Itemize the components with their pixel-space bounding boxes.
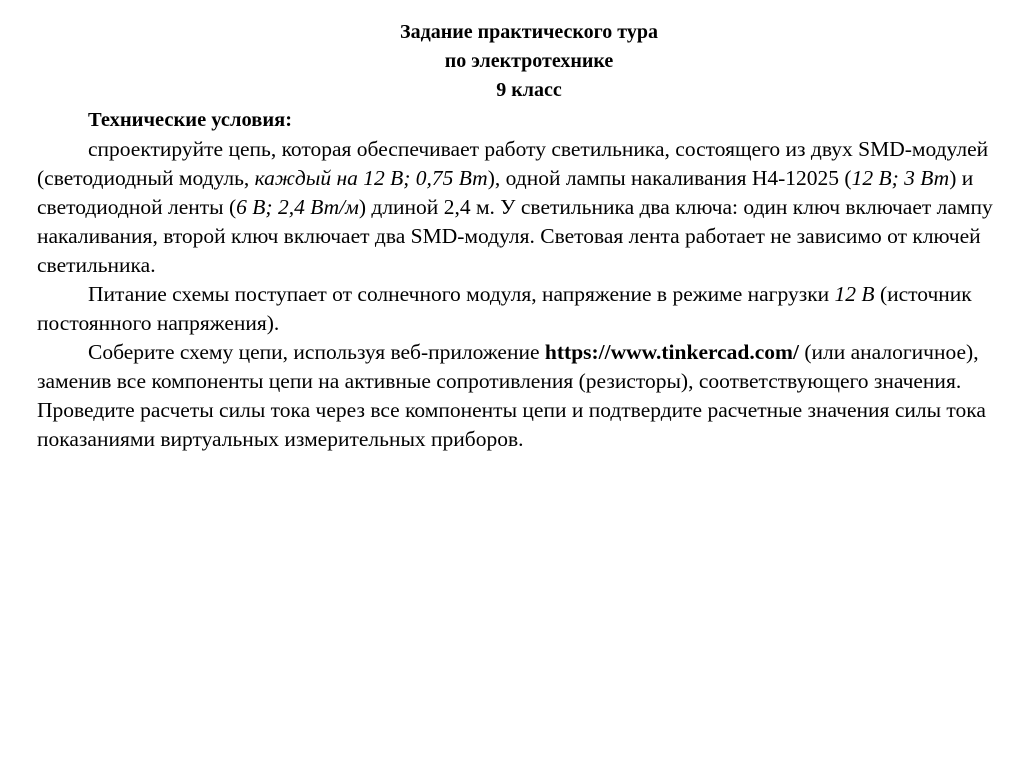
p1-text-1: спроектируйте цепь, которая обеспечивает работу светильника, состоящего из двух SMD-модулей (светодиодный модуль, bbox=[37, 137, 989, 190]
p1-italic-2: 12 В; 3 Вт bbox=[851, 166, 950, 190]
p3-text-2: (или аналогичное), заменив все компоненты цепи на активные сопротивления (резисторы), соответствующего значения. Проведите расчеты силы тока через все компоненты цепи и подтвердите расчетные значения силы тока показаниями виртуальных измерительных приборов. bbox=[37, 340, 986, 451]
p1-text-2: ), одной лампы накаливания Н4-12025 ( bbox=[487, 166, 852, 190]
p2-text-1: Питание схемы поступает от солнечного модуля, напряжение в режиме нагрузки bbox=[88, 282, 835, 306]
section-heading: Технические условия: bbox=[88, 109, 293, 131]
tinkercad-link[interactable]: https://www.tinkercad.com/ bbox=[544, 340, 799, 364]
document-header bbox=[37, 18, 1007, 105]
title-line-3: 9 класс bbox=[496, 79, 562, 101]
p2-italic-1: 12 В bbox=[834, 282, 875, 306]
p1-text-4: ) длиной 2,4 м. У светильника два ключа: один ключ включает лампу накаливания, второй ключ включает два SMD-модуля. Световая лента работает не зависимо от ключей светильника. bbox=[37, 195, 993, 277]
p3-text-1: Соберите схему цепи, используя веб-приложение bbox=[88, 340, 545, 364]
title-line-2: по электротехнике bbox=[444, 50, 614, 72]
p2-text-2: (источник постоянного напряжения). bbox=[37, 282, 972, 335]
document-body bbox=[37, 106, 1007, 454]
paragraph-assembly bbox=[37, 338, 1007, 454]
p1-italic-1: каждый на 12 В; 0,75 Вт bbox=[254, 166, 488, 190]
p1-italic-3: 6 В; 2,4 Вт/м bbox=[236, 195, 359, 219]
paragraph-technical-conditions bbox=[37, 135, 1007, 280]
document-page bbox=[37, 18, 1007, 454]
p1-text-3: ) и светодиодной ленты ( bbox=[37, 166, 974, 219]
paragraph-power-supply bbox=[37, 280, 1007, 338]
title-line-1: Задание практического тура bbox=[400, 21, 658, 43]
